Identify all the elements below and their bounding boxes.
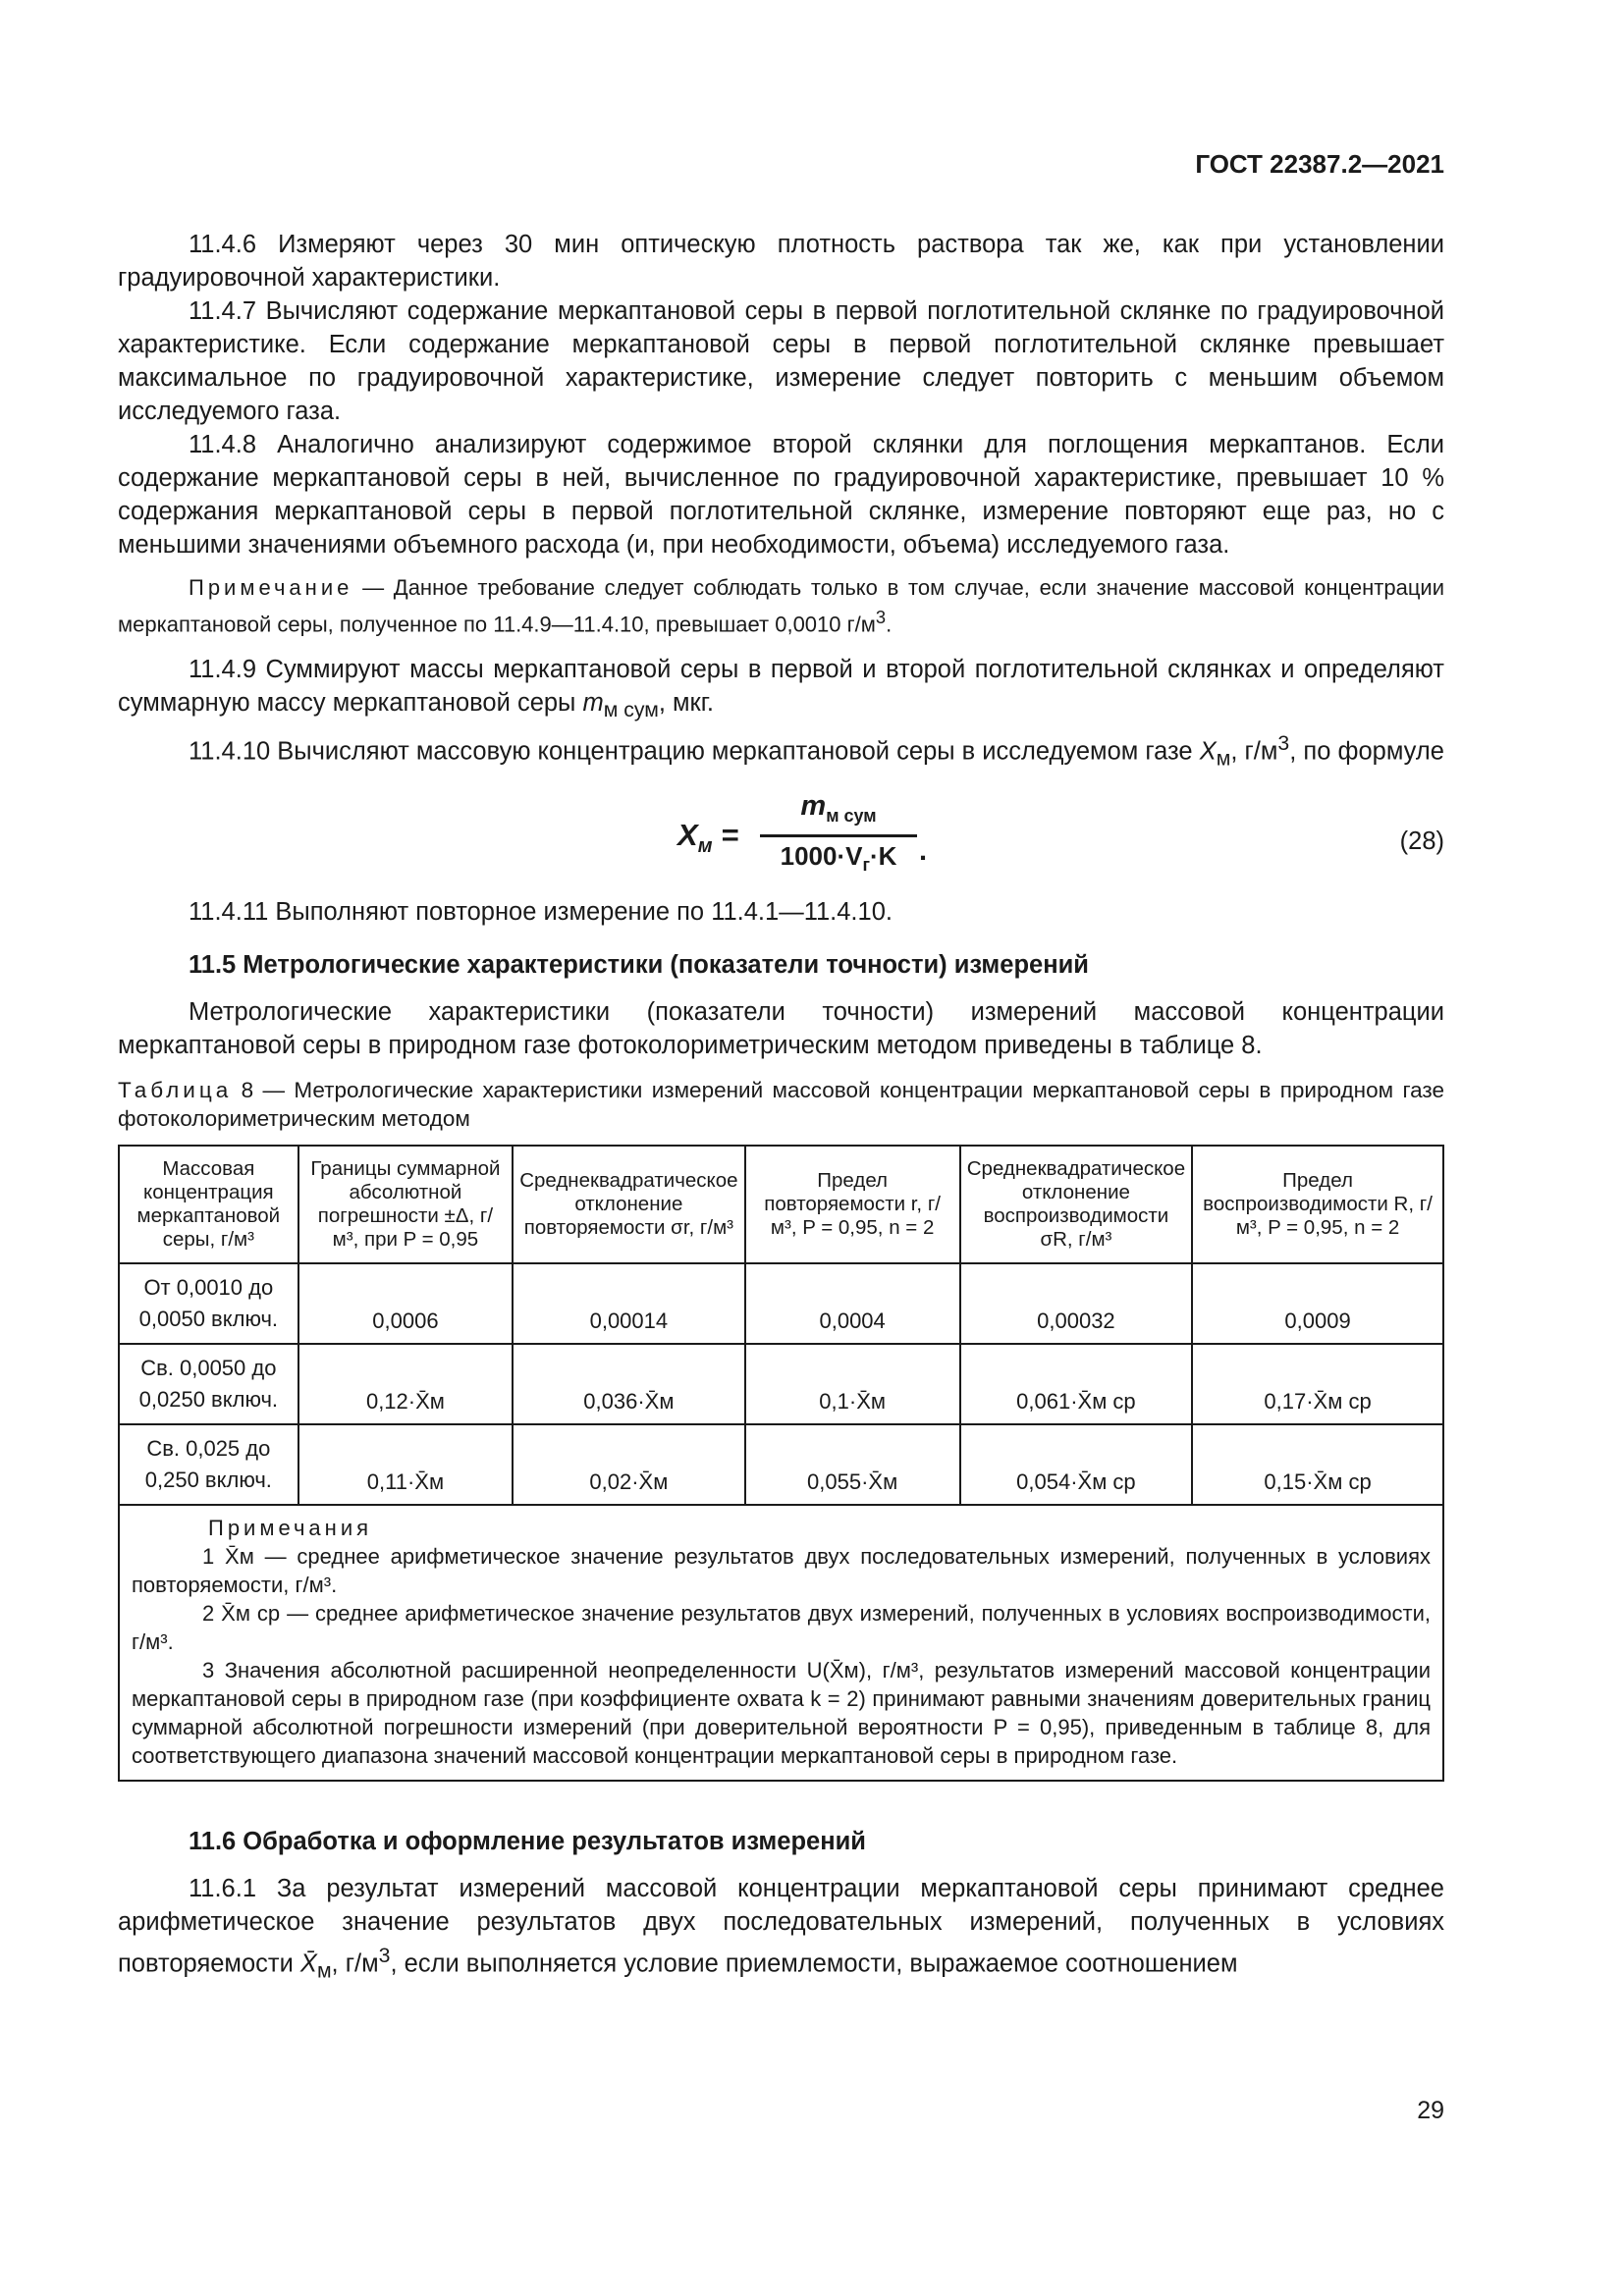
xbar-unit: , г/м [331,1949,379,1978]
p-11-6-1-end: , если выполняется условие приемлемости, выражаемое соотношением [390,1949,1238,1978]
table-cell-range: Св. 0,025 до 0,250 включ. [119,1424,298,1505]
paragraph-11-4-6: 11.4.6 Измеряют через 30 мин оптическую плотность раствора так же, как при установлении градуировочной характеристики. [118,231,1444,292]
table-cell: 0,054·X̄м ср [960,1424,1192,1505]
table-cell: 0,12·X̄м [298,1344,514,1424]
table-cell: 0,00014 [513,1263,744,1344]
table-notes [119,1505,1443,1781]
table-row [119,1263,1443,1344]
formula-period: . [919,835,928,868]
formula-lhs: $X_м$ = [677,818,739,858]
table-cell: 0,036·X̄м [513,1344,744,1424]
p-11-4-10-text: 11.4.10 Вычисляют массовую концентрацию меркаптановой серы в исследуемом газе [189,737,1200,766]
paragraph-11-5: Метрологические характеристики (показатели точности) измерений массовой концентрации меркаптановой серы в природном газе фотоколориметрическим методом приведены в таблице 8. [118,998,1444,1060]
table-cell: 0,061·X̄м ср [960,1344,1192,1424]
table-header-cell: Среднеквадратическое отклонение повторяемости σr, г/м³ [513,1146,744,1263]
table-caption: Таблица 8 — Метрологические характеристики измерений массовой концентрации меркаптановой серы в природном газе фотоколориметрическим методом [118,1078,1444,1132]
table-cell: 0,00032 [960,1263,1192,1344]
page-number: 29 [1417,2097,1444,2124]
table-header-cell: Предел повторяемости r, г/м³, P = 0,95, n = 2 [745,1146,960,1263]
table-header-cell: Границы суммарной абсолютной погрешности ±Δ, г/м³, при P = 0,95 [298,1146,514,1263]
note-sup: 3 [875,607,887,627]
section-heading-11-6: 11.6 Обработка и оформление результатов измерений [189,1828,866,1856]
paragraph-11-6-1 [118,1872,1444,1988]
p-11-4-9-end: , мкг. [658,689,714,718]
paragraph-11-4-10 [118,726,1444,775]
table-header-cell: Массовая концентрация меркаптановой серы, г/м³ [119,1146,298,1263]
table-note-2: 2 X̄м ср — среднее арифметическое значение результатов двух измерений, полученных в условиях воспроизводимости, г/м³. [132,1601,1431,1655]
m-sum-sub: м сум [603,698,659,722]
note-text: — Данное требование следует соблюдать только в том случае, если значение массовой концентрации меркаптановой серы, полученное по 11.4.9—11.4.10, превышает 0,0010 г/м [118,575,1444,637]
note: Примечание — Данное требование следует соблюдать только в том случае, если значение массовой концентрации меркаптановой серы, полученное по 11.4.9—11.4.10, превышает 0,0010 $г/м^3$. [118,575,1444,637]
formula-numerator: $m_{м сум}$ [760,789,917,837]
p-11-4-9-text: 11.4.9 Суммируют массы меркаптановой серы в первой и второй поглотительной склянках и определяют суммарную массу меркаптановой серы [118,656,1444,718]
p-11-6-1-text: 11.6.1 За результат измерений массовой концентрации меркаптановой серы принимают среднее арифметическое значение результатов двух последовательных измерений, полученных в условиях повторяемости [118,1875,1444,1978]
p-11-4-10-sup: 3 [1277,731,1290,756]
table-note-1: 1 X̄м — среднее арифметическое значение результатов двух последовательных измерений, полученных в условиях повторяемости, г/м³. [132,1544,1431,1598]
table-8 [118,1145,1444,1782]
formula-28 [118,785,1444,895]
table-note-3: 3 Значения абсолютной расширенной неопределенности U(X̄м), г/м³, результатов измерений массовой концентрации меркаптановой серы в природном газе (при коэффициенте охвата k = 2) принимают равными значениям доверительных границ суммарной абсолютной погрешности измерений (при доверительной вероятности P = 0,95), приведенным в таблице 8, для соответствующего диапазона значений массовой концентрации меркаптановой серы в природном газе. [132,1658,1431,1769]
table-notes-row [119,1505,1443,1781]
m-sum-symbol: m [582,689,604,718]
table-row [119,1344,1443,1424]
x-symbol: X [1199,737,1217,766]
p-11-4-10-end: , г/м [1230,737,1278,766]
table-cell-range: От 0,0010 до 0,0050 включ. [119,1263,298,1344]
table-cell: 0,15·X̄м ср [1192,1424,1443,1505]
table-cell-range: Св. 0,0050 до 0,0250 включ. [119,1344,298,1424]
paragraph-11-4-8: 11.4.8 Аналогично анализируют содержимое второй склянки для поглощения меркаптанов. Если содержание меркаптановой серы в ней, вычисленное по градуировочной характеристике, превышает 10 % содержания меркаптановой серы в первой поглотительной склянке, измерение повторяют еще раз, но с меньшими значениями объемного расхода (и, при необходимости, объема) исследуемого газа. [118,431,1444,559]
note-label: Примечание [189,575,353,600]
table-header-cell: Предел воспроизводимости R, г/м³, P = 0,95, n = 2 [1192,1146,1443,1263]
equation-number: (28) [1399,828,1444,856]
table-cell: 0,1·X̄м [745,1344,960,1424]
table-row [119,1424,1443,1505]
paragraph-11-4-7: 11.4.7 Вычисляют содержание меркаптановой серы в первой поглотительной склянке по градуировочной характеристике. Если содержание меркаптановой серы в первой поглотительной склянке превышает максимальное по градуировочной характеристике, измерение следует повторить с меньшим объемом исследуемого газа. [118,297,1444,425]
table-cell: 0,0009 [1192,1263,1443,1344]
table-header-cell: Среднеквадратическое отклонение воспроизводимости σR, г/м³ [960,1146,1192,1263]
paragraph-11-4-11: 11.4.11 Выполняют повторное измерение по 11.4.1—11.4.10. [189,898,893,927]
table-cell: 0,055·X̄м [745,1424,960,1505]
paragraph-11-4-9 [118,653,1444,726]
document-body [118,228,1444,1988]
table-cell: 0,0006 [298,1263,514,1344]
table-cell: 0,11·X̄м [298,1424,514,1505]
formula-denominator: $1000\cdot V_г\cdot K$ [780,840,897,875]
table-cell: 0,17·X̄м ср [1192,1344,1443,1424]
table-header-row [119,1146,1443,1263]
section-heading-11-5: 11.5 Метрологические характеристики (показатели точности) измерений [189,951,1089,980]
xbar-sup: 3 [378,1944,391,1968]
xbar-sub: м [316,1958,332,1983]
notes-title: Примечания [208,1516,373,1541]
p-11-4-10-tail: , по формуле [1289,737,1444,766]
x-sub: м [1216,747,1231,772]
xbar-symbol: X̄ [299,1949,317,1978]
table-cell: 0,0004 [745,1263,960,1344]
standard-header: ГОСТ 22387.2—2021 [1195,149,1444,179]
formula-fraction [760,789,917,881]
table-cell: 0,02·X̄м [513,1424,744,1505]
